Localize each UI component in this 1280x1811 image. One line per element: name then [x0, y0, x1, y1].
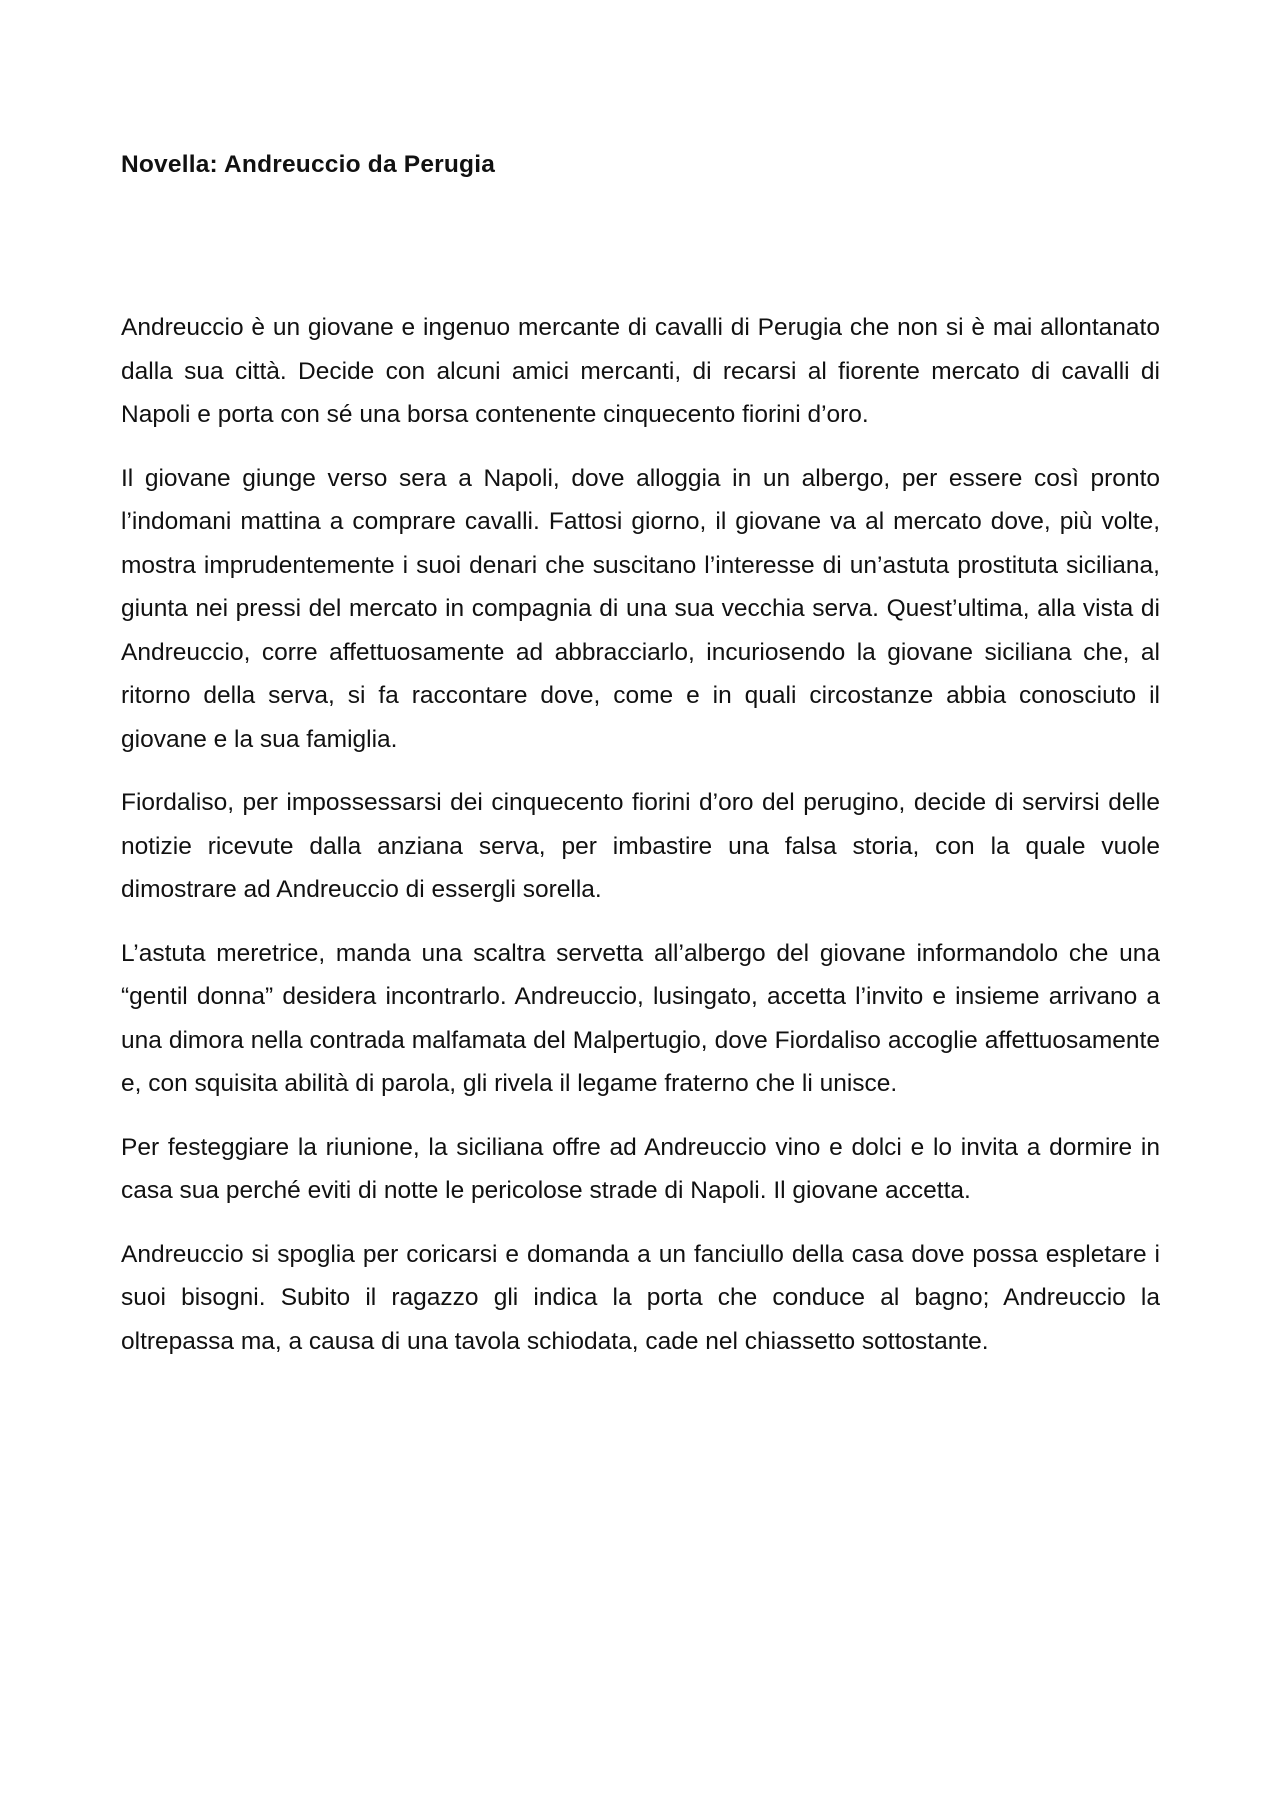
paragraph-2: Il giovane giunge verso sera a Napoli, dove alloggia in un albergo, per essere così pronto l’indomani mattina a comprare cavalli. Fattosi giorno, il giovane va al mercato dove, più volte, mostra imprudentemente i suoi denari che suscitano l’interesse di un’astuta prostituta siciliana, giunta nei pressi del mercato in compagnia di una sua vecchia serva. Quest’ultima, alla vista di Andreuccio, corre affettuosamente ad abbracciarlo, incuriosendo la giovane siciliana che, al ritorno della serva, si fa raccontare dove, come e in quali circostanze abbia conosciuto il giovane e la sua famiglia.: [121, 464, 1160, 753]
paragraph-6: Andreuccio si spoglia per coricarsi e domanda a un fanciullo della casa dove possa espletare i suoi bisogni. Subito il ragazzo gli indica la porta che conduce al bagno; Andreuccio la oltrepassa ma, a causa di una tavola schiodata, cade nel chiassetto sottostante.: [121, 1240, 1160, 1355]
paragraph-4: L’astuta meretrice, manda una scaltra servetta all’albergo del giovane informandolo che una “gentil donna” desidera incontrarlo. Andreuccio, lusingato, accetta l’invito e insieme arrivano a una dimora nella contrada malfamata del Malpertugio, dove Fiordaliso accoglie affettuosamente e, con squisita abilità di parola, gli rivela il legame fraterno che li unisce.: [121, 939, 1160, 1097]
document-title: Novella: Andreuccio da Perugia: [121, 151, 496, 178]
paragraph-1: Andreuccio è un giovane e ingenuo mercante di cavalli di Perugia che non si è mai allontanato dalla sua città. Decide con alcuni amici mercanti, di recarsi al fiorente mercato di cavalli di Napoli e porta con sé una borsa contenente cinquecento fiorini d’oro.: [121, 314, 1160, 428]
document-content: [121, 147, 1160, 1383]
paragraph-3: Fiordaliso, per impossessarsi dei cinquecento fiorini d’oro del perugino, decide di servirsi delle notizie ricevute dalla anziana serva, per imbastire una falsa storia, con la quale vuole dimostrare ad Andreuccio di essergli sorella.: [121, 789, 1160, 903]
document-body: [121, 306, 1160, 1363]
paragraph-5: Per festeggiare la riunione, la siciliana offre ad Andreuccio vino e dolci e lo invita a dormire in casa sua perché eviti di notte le pericolose strade di Napoli. Il giovane accetta.: [121, 1133, 1160, 1204]
